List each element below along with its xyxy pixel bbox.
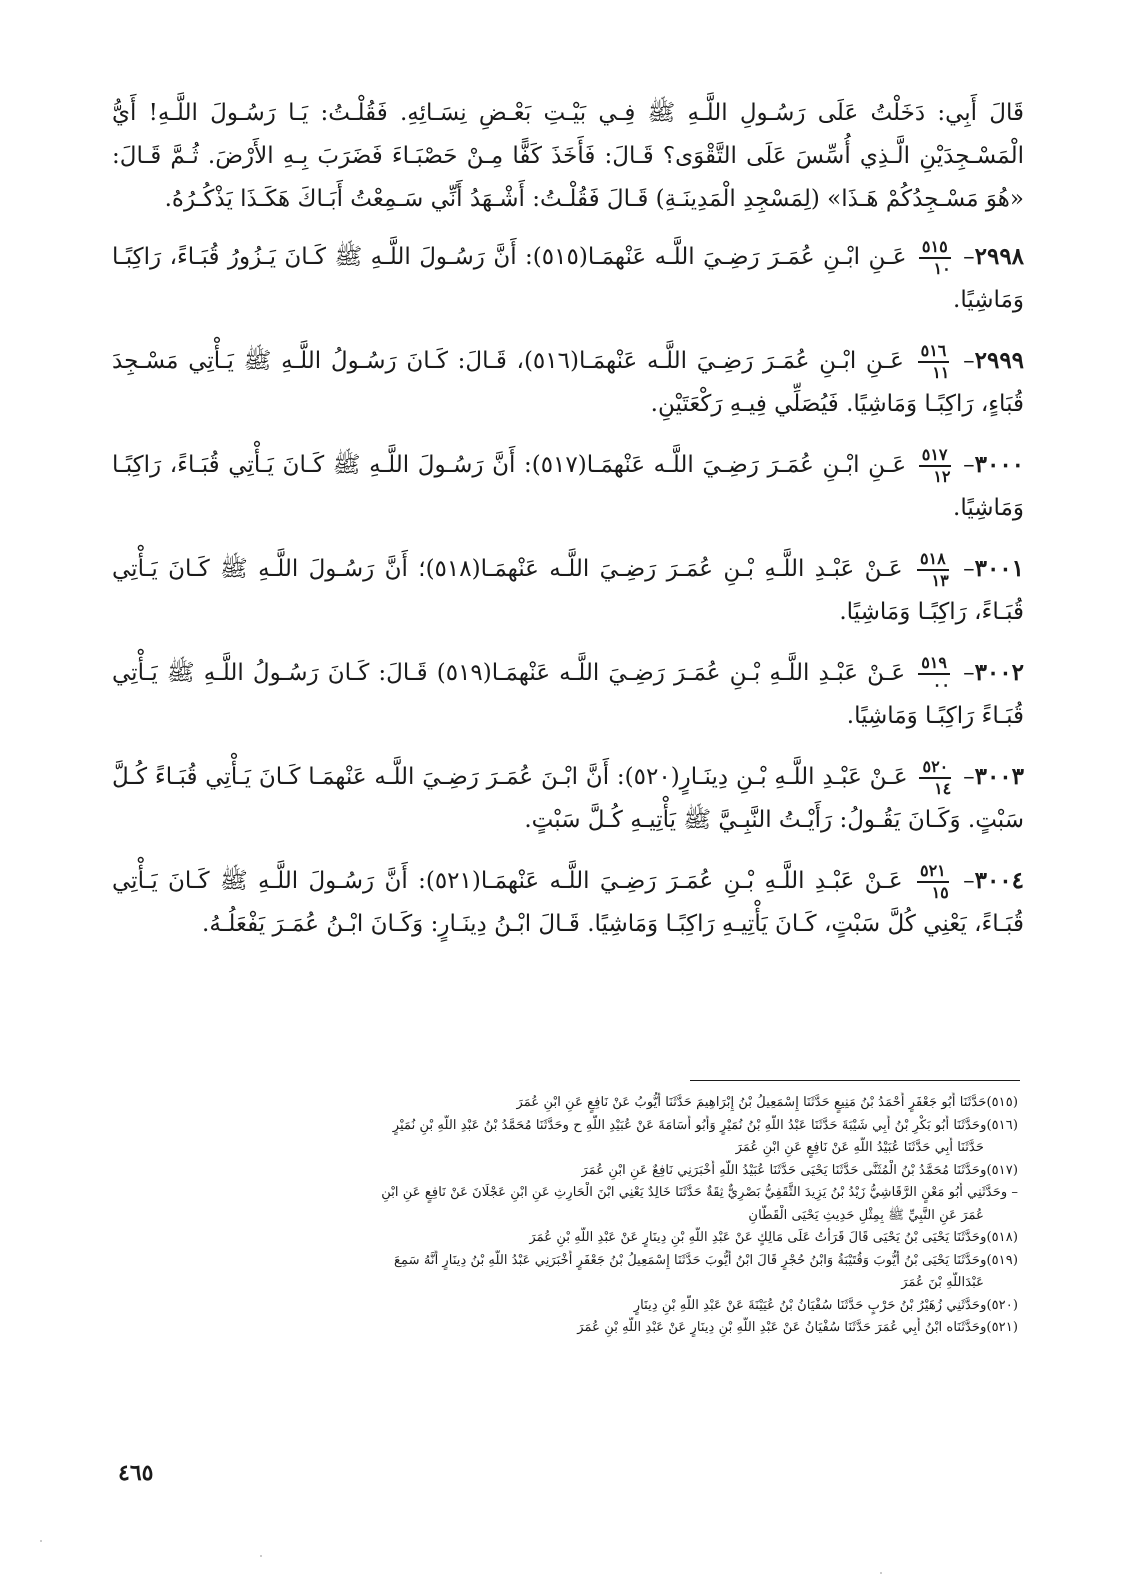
fraction-top: ٥٢٠ — [919, 759, 951, 779]
hadith-3004: ٣٠٠٤– $\frac{٥٢١}{١٥}$ عَـنْ عَبْـدِ اللَّـهِ بْـنِ عُمَـرَ رَضِـيَ اللَّـه عَنْهمَـا(٥٢١): أَنَّ رَسُـولَ اللَّـهِ ﷺ كَـانَ يَـأْتِي قُبَـاءً، يَعْنِي كُلَّ سَبْتٍ، كَـانَ يَأْتِيـهِ رَاكِبًـا وَمَاشِيًا. قَـالَ ابْـنُ دِينَـارٍ: وَكَـانَ ابْـنُ عُمَـرَ يَفْعَلُـهُ. — [112, 861, 1025, 937]
hadith-2998: ٢٩٩٨– $\frac{٥١٥}{١٠}$ عَـنِ ابْـنِ عُمَـرَ رَضِـيَ اللَّـه عَنْهمَـا(٥١٥): أَنَّ رَسُـولَ اللَّـهِ ﷺ كَـانَ يَـزُورُ قُبَـاءً، رَاكِبًـا وَمَاشِيًا. — [112, 237, 1025, 313]
hadith-text: عَـنْ عَبْـدِ اللَّـهِ بْـنِ عُمَـرَ رَضِـيَ اللَّـه عَنْهمَـا(٥١٨)؛ أَنَّ رَسُـولَ اللَّـهِ ﷺ كَـانَ يَـأْتِي قُبَـاءً، رَاكِبًـا وَمَاشِيًا. — [112, 556, 1024, 625]
hadith-number: ٣٠٠٢ — [974, 659, 1024, 686]
fraction-top: ٥٢١ — [917, 863, 949, 883]
footnote-516-continued: حَدَّثَنَا أَبِي حَدَّثَنَا عُبَيْدُ اللَّهِ عَنْ نَافِعٍ عَنِ ابْنِ عُمَرَ — [735, 1140, 984, 1155]
hadith-3001: ٣٠٠١– $\frac{٥١٨}{١٣}$ عَـنْ عَبْـدِ اللَّـهِ بْـنِ عُمَـرَ رَضِـيَ اللَّـه عَنْهمَـا(٥١٨)؛ أَنَّ رَسُـولَ اللَّـهِ ﷺ كَـانَ يَـأْتِي قُبَـاءً، رَاكِبًـا وَمَاشِيًا. — [112, 549, 1025, 625]
scan-speck — [40, 1540, 42, 1542]
hadith-number: ٣٠٠٠ — [974, 451, 1025, 478]
hadith-number: ٣٠٠٣ — [974, 763, 1025, 790]
fraction-top: ٥١٦ — [918, 343, 950, 363]
fraction-bottom: ١١ — [932, 363, 950, 382]
fraction-bottom: ١٠ — [933, 259, 951, 278]
fraction-top: ٥١٥ — [919, 239, 951, 259]
hadith-index-fraction — [918, 343, 950, 381]
hadith-text: عَـنْ عَبْـدِ اللَّـهِ بْـنِ عُمَـرَ رَضِـيَ اللَّـه عَنْهمَـا(٥١٩) قَـالَ: كَـانَ رَسُـولُ اللَّـهِ ﷺ يَـأْتِي قُبَـاءً رَاكِبًـا وَمَاشِيًا. — [112, 660, 1024, 729]
page-number: ٤٦٥ — [118, 1460, 154, 1486]
hadith-3003: ٣٠٠٣– $\frac{٥٢٠}{١٤}$ عَـنْ عَبْـدِ اللَّـهِ بْـنِ دِينَـارٍ(٥٢٠): أَنَّ ابْـنَ عُمَـرَ رَضِـيَ اللَّـه عَنْهمَـا كَـانَ يَـأْتِي قُبَـاءً كُـلَّ سَبْتٍ. وَكَـانَ يَقُـولُ: رَأَيْـتُ النَّبِـيَّ ﷺ يَأْتِيـهِ كُـلَّ سَبْتٍ. — [112, 757, 1025, 833]
footnote-520: (٥٢٠)وحَدَّثَنِي زُهَيْرُ بْنُ حَرْبٍ حَدَّثَنَا سُفْيَانُ بْنُ عُيَيْنَةَ عَنْ عَبْدِ اللَّهِ بْنِ دِينَارٍ — [633, 1297, 1018, 1313]
hadith-text: عَـنِ ابْـنِ عُمَـرَ رَضِـيَ اللَّـه عَنْهمَـا(٥١٥): أَنَّ رَسُـولَ اللَّـهِ ﷺ كَـانَ يَـزُورُ قُبَـاءً، رَاكِبًـا وَمَاشِيًا. — [112, 244, 1024, 313]
hadith-number: ٣٠٠٤ — [974, 867, 1025, 894]
hadith-text: عَـنْ عَبْـدِ اللَّـهِ بْـنِ دِينَـارٍ(٥٢٠): أَنَّ ابْـنَ عُمَـرَ رَضِـيَ اللَّـه عَنْهمَـا كَـانَ يَـأْتِي قُبَـاءً كُـلَّ سَبْتٍ. وَكَـانَ يَقُـولُ: رَأَيْـتُ النَّبِـيَّ ﷺ يَأْتِيـهِ كُـلَّ سَبْتٍ. — [112, 764, 1024, 833]
footnote-518: (٥١٨)وحَدَّثَنَا يَحْيَى بْنُ يَحْيَى قَالَ قَرَأْتُ عَلَى مَالِكٍ عَنْ عَبْدِ اللَّهِ بْنِ دِينَارٍ عَنْ عَبْدِ اللَّهِ بْنِ عُمَرَ — [529, 1230, 1018, 1245]
footnote-516: (٥١٦)وحَدَّثَنَا أَبُو بَكْرِ بْنُ أَبِي شَيْبَةَ حَدَّثَنَا عَبْدُ اللَّهِ بْنُ نُمَيْرٍ وَأَبُو أُسَامَةَ عَنْ عُبَيْدِ اللَّهِ ح وحَدَّثَنَا مُحَمَّدُ بْنُ عَبْدِ اللَّهِ بْنِ نُمَيْرٍ — [392, 1117, 1018, 1133]
footnote-517-variant-continued: عُمَرَ عَنِ النَّبِيِّ ﷺ بِمِثْلِ حَدِيثِ يَحْيَى الْقَطَّانِ — [748, 1207, 984, 1223]
hadith-index-fraction — [919, 759, 951, 797]
intro-paragraph: قَالَ أَبِي: دَخَلْتُ عَلَى رَسُـولِ اللَّـهِ ﷺ فِـي بَيْـتِ بَعْـضِ نِسَـائِهِ. فَقُلْـتُ: يَـا رَسُـولَ اللَّـهِ! أَيُّ الْمَسْـجِدَيْنِ الَّـذِي أُسِّسَ عَلَى التَّقْوَى؟ قَـالَ: فَأَخَذَ كَفًّا مِـنْ حَصْبَـاءَ فَضَرَبَ بِـهِ الأَرْضَ. ثُـمَّ قَـالَ: «هُوَ مَسْـجِدُكُمْ هَـذَا» (لِمَسْجِدِ الْمَدِينَـةِ) قَـالَ فَقُلْـتُ: أَشْـهَدُ أَنِّي سَـمِعْتُ أَبَـاكَ هَكَـذَا يَذْكُـرُهُ. — [112, 100, 1024, 212]
hadith-3000: ٣٠٠٠– $\frac{٥١٧}{١٢}$ عَـنِ ابْـنِ عُمَـرَ رَضِـيَ اللَّـه عَنْهمَـا(٥١٧): أَنَّ رَسُـولَ اللَّـهِ ﷺ كَـانَ يَـأْتِي قُبَـاءً، رَاكِبًـا وَمَاشِيًا. — [112, 445, 1025, 521]
fraction-bottom: ١٣ — [931, 571, 949, 590]
hadith-index-fraction — [918, 655, 950, 693]
hadith-text: عَـنِ ابْـنِ عُمَـرَ رَضِـيَ اللَّـه عَنْهمَـا(٥١٧): أَنَّ رَسُـولَ اللَّـهِ ﷺ كَـانَ يَـأْتِي قُبَـاءً، رَاكِبًـا وَمَاشِيًا. — [112, 452, 1024, 521]
hadith-index-fraction — [919, 447, 951, 485]
footnote-519-continued: عَبْدَاللَّهِ بْنَ عُمَرَ — [901, 1275, 984, 1290]
hadith-number: ٢٩٩٨ — [974, 243, 1025, 270]
hadith-index-fraction — [919, 239, 951, 277]
scan-speck — [260, 1555, 262, 1557]
hadith-2999: ٢٩٩٩– $\frac{٥١٦}{١١}$ عَـنِ ابْـنِ عُمَـرَ رَضِـيَ اللَّـه عَنْهمَـا(٥١٦)، قَـالَ: كَـانَ رَسُـولُ اللَّـهِ ﷺ يَـأْتِي مَسْـجِدَ قُبَاءٍ، رَاكِبًـا وَمَاشِيًا. فَيُصَلِّي فِيـهِ رَكْعَتَيْنِ. — [112, 341, 1025, 417]
hadith-index-fraction — [917, 551, 949, 589]
scan-speck — [880, 1572, 882, 1574]
hadith-number: ٣٠٠١ — [974, 555, 1025, 582]
fraction-bottom: ١٥ — [931, 883, 949, 902]
footnotes — [120, 1092, 1018, 1340]
hadith-text: عَـنْ عَبْـدِ اللَّـهِ بْـنِ عُمَـرَ رَضِـيَ اللَّـه عَنْهمَـا(٥٢١): أَنَّ رَسُـولَ اللَّـهِ ﷺ كَـانَ يَـأْتِي قُبَـاءً، يَعْنِي كُلَّ سَبْتٍ، كَـانَ يَأْتِيـهِ رَاكِبًـا وَمَاشِيًا. قَـالَ ابْـنُ دِينَـارٍ: وَكَـانَ ابْـنُ عُمَـرَ يَفْعَلُـهُ. — [112, 868, 1024, 937]
hadith-number: ٢٩٩٩ — [974, 347, 1025, 374]
fraction-bottom: ١٤ — [934, 779, 952, 798]
footnote-517-variant: – وحَدَّثَنِي أَبُو مَعْنٍ الرَّقَاشِيُّ زَيْدُ بْنُ يَزِيدَ الثَّقَفِيُّ بَصْرِيٌّ ثِقَةٌ حَدَّثَنَا خَالِدٌ يَعْنِي ابْنَ الْحَارِثِ عَنِ ابْنِ عَجْلَانَ عَنْ نَافِعٍ عَنِ ابْنِ — [381, 1185, 1018, 1200]
fraction-top: ٥١٨ — [917, 551, 949, 571]
footnote-separator — [690, 1080, 1020, 1081]
main-text — [112, 92, 1024, 963]
hadith-index-fraction — [917, 863, 949, 901]
fraction-top: ٥١٧ — [919, 447, 951, 467]
footnote-521: (٥٢١)وحَدَّثَنَاه ابْنُ أَبِي عُمَرَ حَدَّثَنَا سُفْيَانُ عَنْ عَبْدِ اللَّهِ بْنِ دِينَارٍ عَنْ عَبْدِ اللَّهِ بْنِ عُمَرَ — [577, 1320, 1018, 1335]
footnote-515: (٥١٥)حَدَّثَنَا أَبُو جَعْفَرٍ أَحْمَدُ بْنُ مَنِيعٍ حَدَّثَنَا إِسْمَعِيلُ بْنُ إِبْرَاهِيمَ حَدَّثَنَا أَيُّوبُ عَنْ نَافِعٍ عَنِ ابْنِ عُمَرَ — [516, 1095, 1018, 1110]
footnote-519: (٥١٩)وحَدَّثَنَا يَحْيَى بْنُ أَيُّوبَ وَقُتَيْبَةُ وَابْنُ حُجْرٍ قَالَ ابْنُ أَيُّوبَ حَدَّثَنَا إِسْمَعِيلُ بْنُ جَعْفَرٍ أَخْبَرَنِي عَبْدُ اللَّهِ بْنُ دِينَارٍ أَنَّهُ سَمِعَ — [393, 1252, 1018, 1268]
fraction-bottom: ٠٠ — [932, 675, 950, 694]
hadith-text: عَـنِ ابْـنِ عُمَـرَ رَضِـيَ اللَّـه عَنْهمَـا(٥١٦)، قَـالَ: كَـانَ رَسُـولُ اللَّـهِ ﷺ يَـأْتِي مَسْـجِدَ قُبَاءٍ، رَاكِبًـا وَمَاشِيًا. فَيُصَلِّي فِيـهِ رَكْعَتَيْنِ. — [112, 348, 1024, 417]
fraction-bottom: ١٢ — [933, 467, 951, 486]
hadith-3002: ٣٠٠٢– $\frac{٥١٩}{٠٠}$ عَـنْ عَبْـدِ اللَّـهِ بْـنِ عُمَـرَ رَضِـيَ اللَّـه عَنْهمَـا(٥١٩) قَـالَ: كَـانَ رَسُـولُ اللَّـهِ ﷺ يَـأْتِي قُبَـاءً رَاكِبًـا وَمَاشِيًا. — [112, 653, 1024, 729]
footnote-517: (٥١٧)وحَدَّثَنَا مُحَمَّدُ بْنُ الْمُثَنَّى حَدَّثَنَا يَحْيَى حَدَّثَنَا عُبَيْدُ اللَّهِ أَخْبَرَنِي نَافِعٌ عَنِ ابْنِ عُمَرَ — [581, 1162, 1018, 1178]
fraction-top: ٥١٩ — [918, 655, 950, 675]
